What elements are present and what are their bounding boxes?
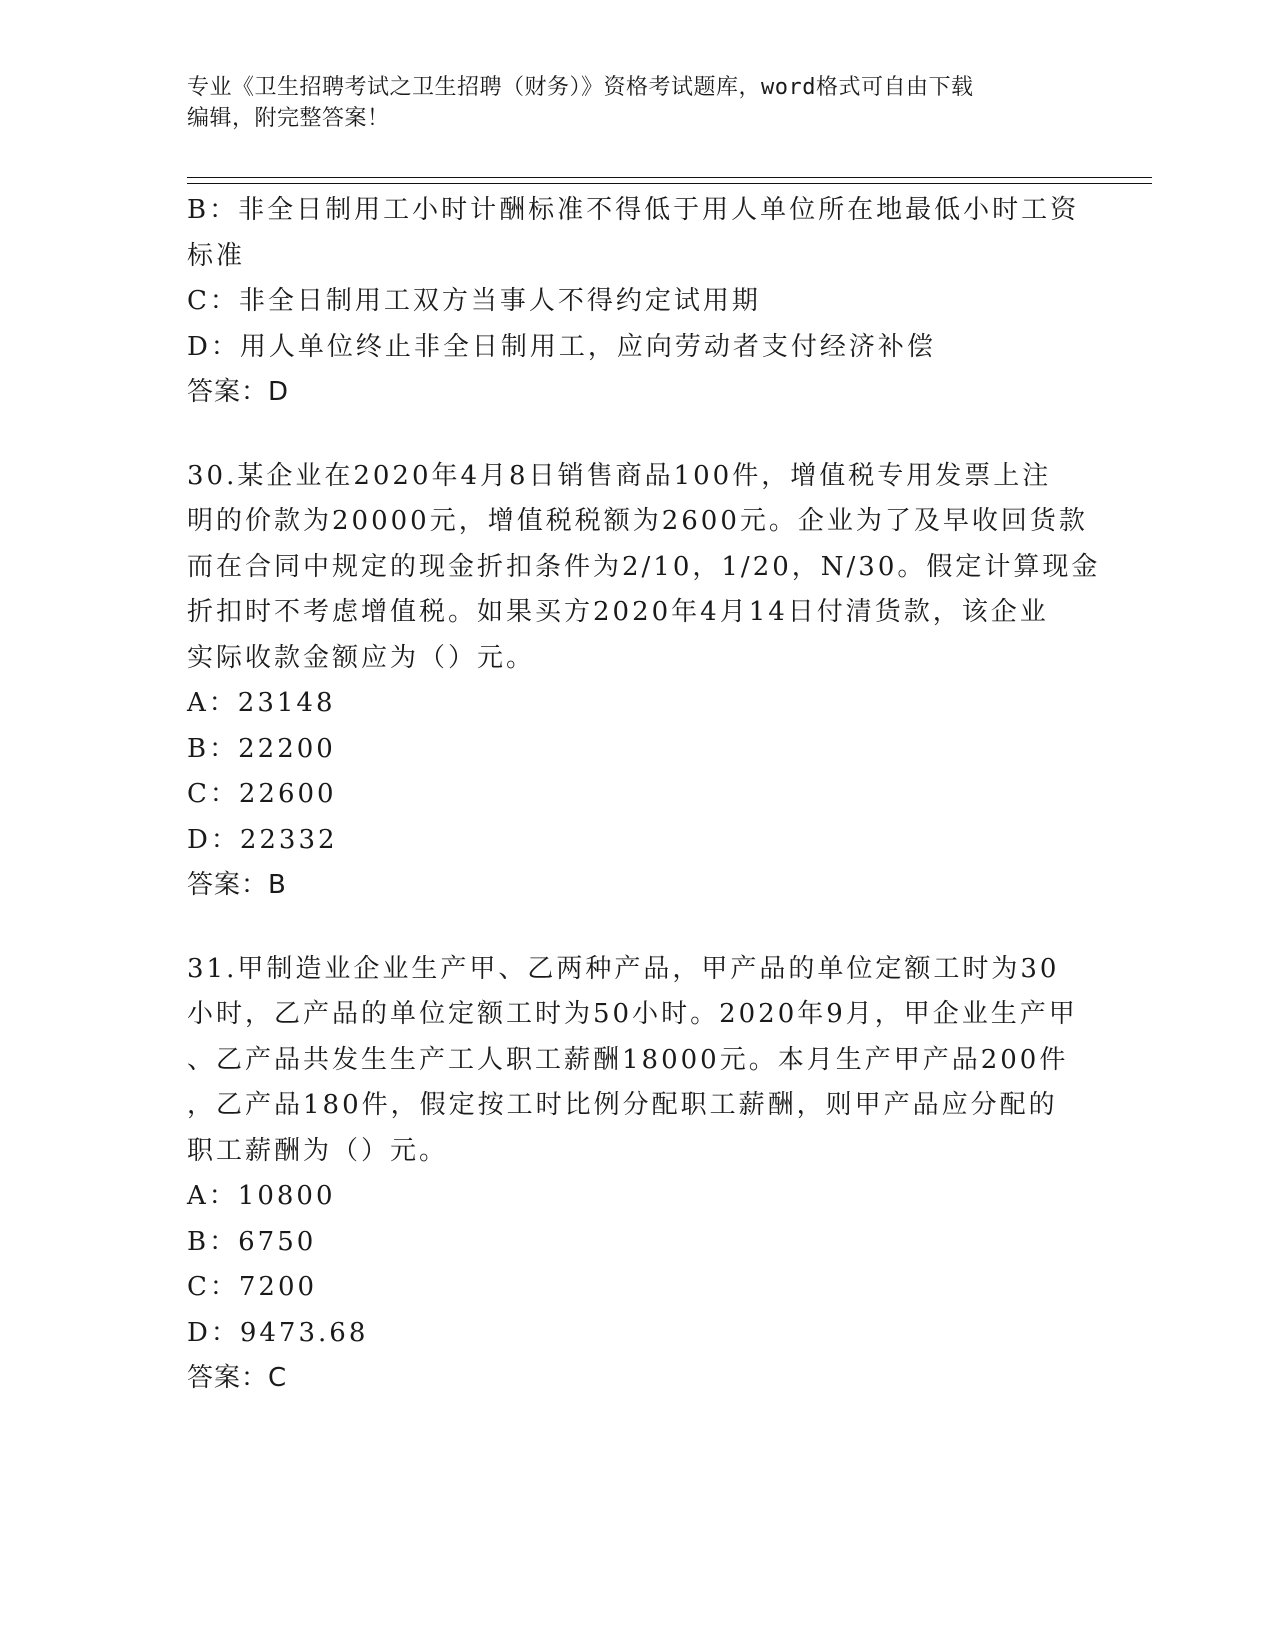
question-stem-line: 30.某企业在2020年4月8日销售商品100件，增值税专用发票上注 [187,460,1052,491]
document-header [187,72,1067,134]
question-29-continued [187,188,1087,416]
question-stem-line: 、乙产品共发生生产工人职工薪酬18000元。本月生产甲产品200件 [187,1044,1069,1075]
answer-line: 答案：B [187,870,287,900]
question-stem-line: 实际收款金额应为（）元。 [187,642,536,673]
option-d: D：9473.68 [187,1317,369,1348]
question-stem-line: 31.甲制造业企业生产甲、乙两种产品，甲产品的单位定额工时为30 [187,953,1060,984]
header-divider-bottom [187,183,1152,184]
question-stem-line: 小时，乙产品的单位定额工时为50小时。2020年9月，甲企业生产甲 [187,999,1078,1029]
answer-line: 答案：D [187,377,290,407]
option-a: A：23148 [187,688,336,718]
question-stem-line: 职工薪酬为（）元。 [187,1135,449,1166]
option-d: D：22332 [187,824,338,855]
option-b: B：22200 [187,733,336,764]
spacer [187,416,1087,454]
option-a: A：10800 [187,1181,336,1211]
option-c: C：7200 [187,1272,318,1302]
question-stem-line: 明的价款为20000元，增值税税额为2600元。企业为了及早收回货款 [187,506,1088,536]
header-line-2: 编辑，附完整答案！ [187,106,390,131]
question-stem-line: 而在合同中规定的现金折扣条件为2/10，1/20，N/30。假定计算现金 [187,551,1101,582]
option-b: B：非全日制用工小时计酬标准不得低于用人单位所在地最低小时工资 [187,195,1080,225]
option-c: C：非全日制用工双方当事人不得约定试用期 [187,286,761,316]
question-content [187,188,1101,1402]
header-line-1: 专业《卫生招聘考试之卫生招聘（财务）》资格考试题库，word格式可自由下载 [187,75,974,100]
option-b: B：6750 [187,1226,317,1257]
spacer [187,909,1087,947]
option-c: C：22600 [187,779,337,809]
question-stem-line: 折扣时不考虑增值税。如果买方2020年4月14日付清货款，该企业 [187,597,1049,627]
option-b-continued: 标准 [187,240,246,271]
answer-line: 答案：C [187,1363,288,1393]
question-30 [187,454,1101,909]
option-d: D：用人单位终止非全日制用工，应向劳动者支付经济补偿 [187,331,936,362]
header-divider-top [187,177,1152,178]
question-stem-line: ，乙产品180件，假定按工时比例分配职工薪酬，则甲产品应分配的 [187,1090,1058,1120]
question-31 [187,947,1087,1402]
